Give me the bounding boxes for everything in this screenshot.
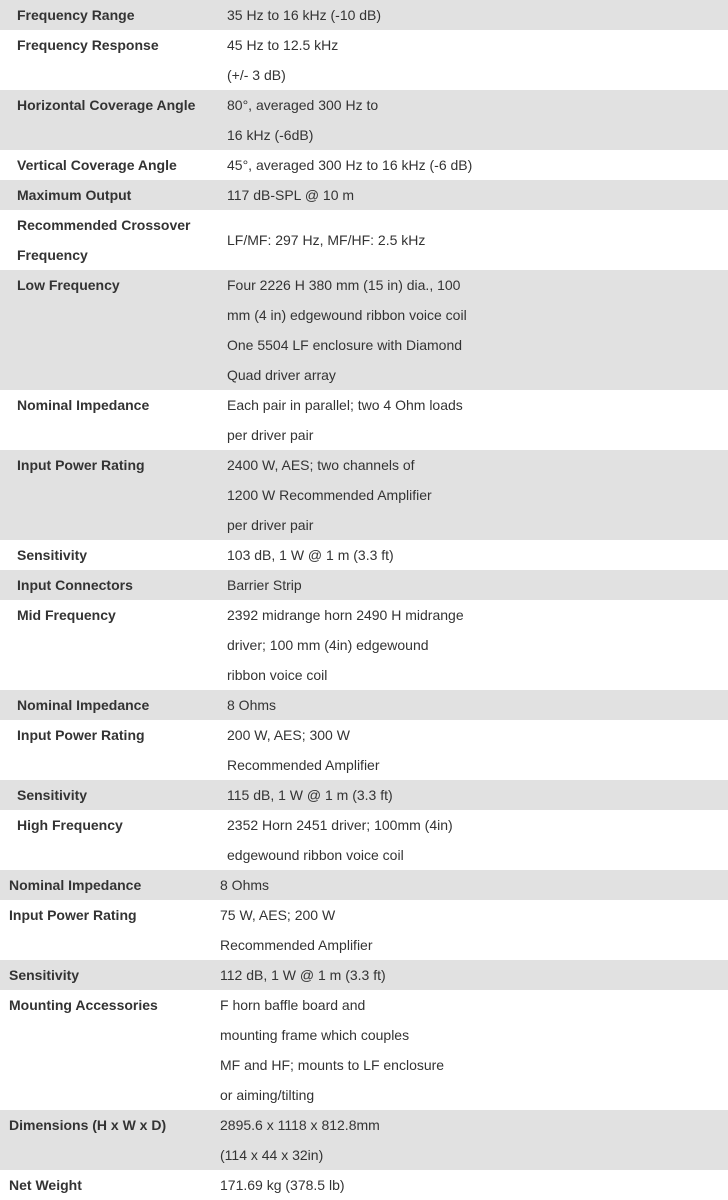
spec-value (227, 180, 728, 210)
spec-row (0, 180, 728, 210)
spec-value (227, 810, 728, 870)
spec-label: Low Frequency (17, 277, 120, 293)
spec-row (0, 960, 728, 990)
spec-value-line: mm (4 in) edgewound ribbon voice coil (227, 307, 467, 323)
spec-value-line: 2400 W, AES; two channels of (227, 457, 415, 473)
spec-row (0, 1110, 728, 1170)
spec-row (0, 870, 728, 900)
spec-value (227, 390, 728, 450)
spec-label: Input Power Rating (17, 727, 145, 743)
spec-value (227, 150, 728, 180)
spec-row (0, 30, 728, 90)
spec-row (0, 450, 728, 540)
spec-value (227, 720, 728, 780)
spec-row (0, 90, 728, 150)
spec-value (220, 900, 728, 960)
spec-value-line: 117 dB-SPL @ 10 m (227, 187, 355, 203)
spec-value-line: 2895.6 x 1118 x 812.8mm (220, 1117, 380, 1133)
spec-label: Sensitivity (17, 547, 88, 563)
spec-label-line: Recommended Crossover (17, 217, 191, 233)
spec-value (227, 540, 728, 570)
spec-value (220, 990, 728, 1110)
spec-value-line: 45 Hz to 12.5 kHz (227, 37, 339, 53)
spec-row (0, 810, 728, 870)
spec-row (0, 600, 728, 690)
spec-value (227, 210, 728, 270)
spec-value-line: LF/MF: 297 Hz, MF/HF: 2.5 kHz (227, 232, 426, 248)
spec-value-line: 200 W, AES; 300 W (227, 727, 350, 743)
spec-value (227, 0, 728, 30)
spec-value-line: 16 kHz (-6dB) (227, 127, 314, 143)
spec-label: Frequency Response (17, 37, 159, 53)
spec-value-line: 45°, averaged 300 Hz to 16 kHz (-6 dB) (227, 157, 473, 173)
spec-value-line: Barrier Strip (227, 577, 302, 593)
spec-row (0, 540, 728, 570)
spec-value (227, 90, 728, 150)
spec-label: Input Connectors (17, 577, 133, 593)
spec-value (227, 570, 728, 600)
spec-label: Net Weight (9, 1177, 82, 1193)
spec-value-line: F horn baffle board and (220, 997, 366, 1013)
spec-label: Maximum Output (17, 187, 132, 203)
spec-label: Mounting Accessories (9, 997, 158, 1013)
spec-value-line: 75 W, AES; 200 W (220, 907, 336, 923)
spec-row (0, 270, 728, 390)
spec-value-line: 35 Hz to 16 kHz (-10 dB) (227, 7, 382, 23)
spec-label (0, 210, 227, 270)
spec-value-line: Recommended Amplifier (227, 757, 380, 773)
spec-value-line: 8 Ohms (220, 877, 270, 893)
spec-value-line: 112 dB, 1 W @ 1 m (3.3 ft) (220, 967, 386, 983)
spec-label-line: Frequency (17, 247, 88, 263)
spec-row (0, 150, 728, 180)
spec-label: Nominal Impedance (17, 397, 150, 413)
spec-label: Vertical Coverage Angle (17, 157, 177, 173)
spec-row (0, 390, 728, 450)
spec-value-line: Four 2226 H 380 mm (15 in) dia., 100 (227, 277, 461, 293)
spec-row (0, 690, 728, 720)
spec-value-line: 103 dB, 1 W @ 1 m (3.3 ft) (227, 547, 394, 563)
spec-label: Frequency Range (17, 7, 135, 23)
spec-value-line: driver; 100 mm (4in) edgewound (227, 637, 429, 653)
spec-value-line: (114 x 44 x 32in) (220, 1147, 324, 1163)
spec-value (227, 600, 728, 690)
spec-value-line: 171.69 kg (378.5 lb) (220, 1177, 345, 1193)
spec-row (0, 990, 728, 1110)
spec-value-line: 115 dB, 1 W @ 1 m (3.3 ft) (227, 787, 393, 803)
spec-label: Sensitivity (9, 967, 80, 983)
spec-row (0, 0, 728, 30)
spec-value-line: edgewound ribbon voice coil (227, 847, 404, 863)
spec-value-line: ribbon voice coil (227, 667, 328, 683)
spec-label: High Frequency (17, 817, 123, 833)
spec-value-line: 2352 Horn 2451 driver; 100mm (4in) (227, 817, 453, 833)
spec-label: Input Power Rating (9, 907, 137, 923)
spec-value-line: Each pair in parallel; two 4 Ohm loads (227, 397, 463, 413)
spec-value (220, 870, 728, 900)
spec-value (220, 960, 728, 990)
spec-value-line: MF and HF; mounts to LF enclosure (220, 1057, 445, 1073)
spec-label: Mid Frequency (17, 607, 116, 623)
spec-label: Nominal Impedance (9, 877, 142, 893)
spec-row (0, 780, 728, 810)
spec-value-line: per driver pair (227, 517, 314, 533)
spec-value (220, 1110, 728, 1170)
spec-value-line: 2392 midrange horn 2490 H midrange (227, 607, 464, 623)
spec-value-line: mounting frame which couples (220, 1027, 410, 1043)
spec-value (227, 270, 728, 390)
spec-label: Nominal Impedance (17, 697, 150, 713)
spec-value-line: Quad driver array (227, 367, 336, 383)
spec-row (0, 900, 728, 960)
spec-row (0, 210, 728, 270)
spec-value-line: or aiming/tilting (220, 1087, 315, 1103)
spec-value (220, 1170, 728, 1200)
spec-value-line: One 5504 LF enclosure with Diamond (227, 337, 463, 353)
spec-value-line: Recommended Amplifier (220, 937, 373, 953)
spec-value (227, 450, 728, 540)
spec-label: Dimensions (H x W x D) (9, 1117, 167, 1133)
spec-value-line: 8 Ohms (227, 697, 277, 713)
spec-row (0, 720, 728, 780)
spec-value (227, 690, 728, 720)
spec-row (0, 1170, 728, 1200)
spec-value-line: per driver pair (227, 427, 314, 443)
spec-value-line: (+/- 3 dB) (227, 67, 286, 83)
spec-row (0, 570, 728, 600)
spec-value-line: 1200 W Recommended Amplifier (227, 487, 432, 503)
spec-label: Horizontal Coverage Angle (17, 97, 196, 113)
spec-value (227, 30, 728, 90)
spec-label: Sensitivity (17, 787, 88, 803)
spec-label: Input Power Rating (17, 457, 145, 473)
spec-value (227, 780, 728, 810)
spec-value-line: 80°, averaged 300 Hz to (227, 97, 379, 113)
